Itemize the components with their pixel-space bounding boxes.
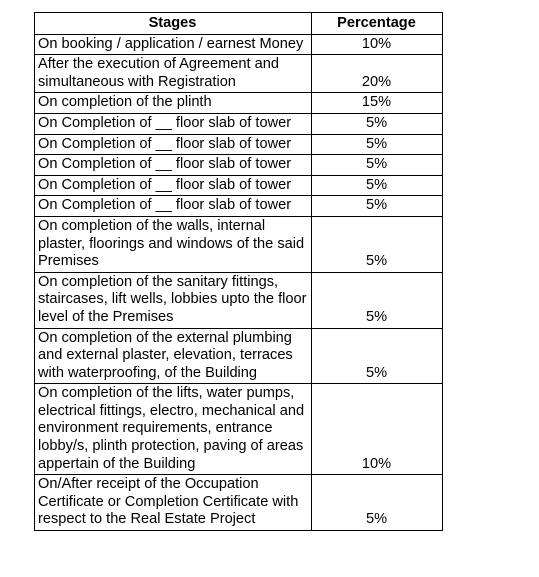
stage-text-line: electrical fittings, electro, mechanical and xyxy=(38,402,305,419)
stage-cell xyxy=(35,196,312,217)
stage-text-line: On Completion of __ floor slab of tower xyxy=(38,114,292,131)
percentage-cell: 5% xyxy=(312,134,443,155)
stage-text-line: On Completion of __ floor slab of tower xyxy=(38,176,292,193)
table-row xyxy=(35,93,443,114)
stage-text-line: with waterproofing, of the Building xyxy=(38,364,258,381)
stage-text-line: On completion of the plinth xyxy=(38,94,212,111)
stage-text-line: On completion of the lifts, water pumps, xyxy=(38,385,295,402)
stage-text-line: On completion of the sanitary fittings, xyxy=(38,273,279,290)
stage-text-line: appertain of the Building xyxy=(38,455,196,472)
percentage-cell: 20% xyxy=(312,55,443,93)
table-row xyxy=(35,196,443,217)
stage-text-line: On Completion of __ floor slab of tower xyxy=(38,156,292,173)
stage-text-line: environment requirements, entrance xyxy=(38,420,273,437)
percentage-cell: 15% xyxy=(312,93,443,114)
stage-cell xyxy=(35,216,312,272)
table-row xyxy=(35,216,443,272)
percentage-cell: 5% xyxy=(312,216,443,272)
payment-schedule-table xyxy=(34,12,443,531)
stage-text-line: level of the Premises xyxy=(38,308,174,325)
stage-text-line: plaster, floorings and windows of the said xyxy=(38,235,305,252)
table-row xyxy=(35,475,443,531)
stage-text-line: and external plaster, elevation, terraces xyxy=(38,347,293,364)
percentage-cell: 10% xyxy=(312,34,443,55)
stage-cell xyxy=(35,475,312,531)
stage-text-line: staircases, lift wells, lobbies upto the floor xyxy=(38,291,307,308)
stages-column-header: Stages xyxy=(35,13,312,35)
stage-text-line: On Completion of __ floor slab of tower xyxy=(38,135,292,152)
table-body xyxy=(35,34,443,530)
stage-text-line: On/After receipt of the Occupation xyxy=(38,476,259,493)
stage-text-line: On Completion of __ floor slab of tower xyxy=(38,197,292,214)
percentage-cell: 5% xyxy=(312,155,443,176)
percentage-cell: 5% xyxy=(312,475,443,531)
table-row xyxy=(35,113,443,134)
stage-cell xyxy=(35,175,312,196)
percentage-cell: 5% xyxy=(312,328,443,384)
stage-text-line: On completion of the walls, internal xyxy=(38,217,266,234)
percentage-cell: 10% xyxy=(312,384,443,475)
table-row xyxy=(35,134,443,155)
table-row xyxy=(35,272,443,328)
table-row xyxy=(35,328,443,384)
table-row xyxy=(35,34,443,55)
table-row xyxy=(35,155,443,176)
percentage-column-header: Percentage xyxy=(312,13,443,35)
stage-text-line: respect to the Real Estate Project xyxy=(38,511,256,528)
stage-text-line: simultaneous with Registration xyxy=(38,73,236,90)
stage-text-line: lobby/s, plinth protection, paving of areas xyxy=(38,438,304,455)
percentage-cell: 5% xyxy=(312,113,443,134)
stage-cell xyxy=(35,384,312,475)
table-row xyxy=(35,55,443,93)
table-row xyxy=(35,384,443,475)
stage-cell xyxy=(35,328,312,384)
table-header-row xyxy=(35,13,443,35)
stage-cell xyxy=(35,93,312,114)
stage-cell xyxy=(35,134,312,155)
stage-cell xyxy=(35,55,312,93)
table-row xyxy=(35,175,443,196)
stage-cell xyxy=(35,34,312,55)
stage-text-line: On completion of the external plumbing xyxy=(38,329,292,346)
stage-text-line: On booking / application / earnest Money xyxy=(38,35,304,52)
stage-cell xyxy=(35,155,312,176)
stage-text-line: Premises xyxy=(38,253,99,270)
stage-text-line: Certificate or Completion Certificate with xyxy=(38,493,299,510)
percentage-cell: 5% xyxy=(312,196,443,217)
stage-cell xyxy=(35,272,312,328)
percentage-cell: 5% xyxy=(312,175,443,196)
stage-text-line: After the execution of Agreement and xyxy=(38,56,279,73)
stage-cell xyxy=(35,113,312,134)
percentage-cell: 5% xyxy=(312,272,443,328)
